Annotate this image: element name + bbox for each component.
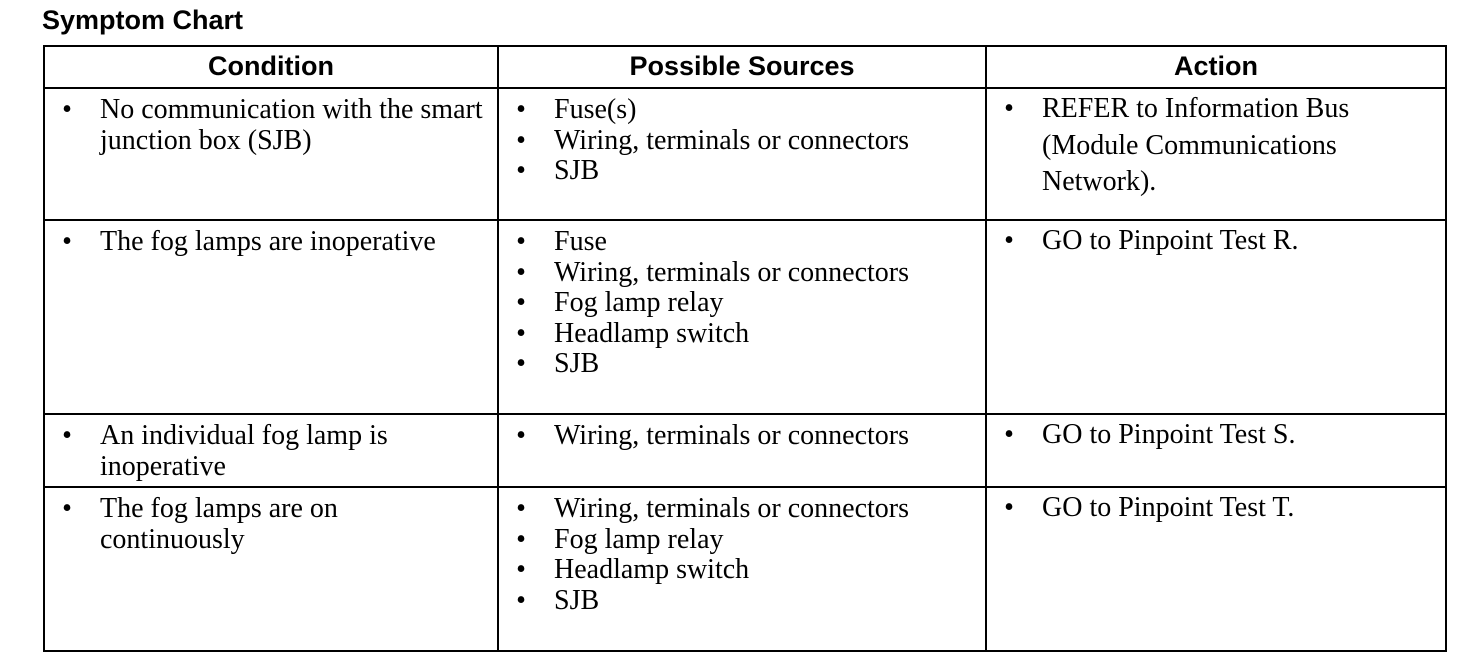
condition-cell bbox=[44, 487, 498, 651]
condition-cell bbox=[44, 88, 498, 220]
bullet-icon: • bbox=[62, 226, 72, 257]
source-text: Headlamp switch bbox=[554, 554, 750, 585]
bullet-icon: • bbox=[516, 226, 526, 257]
source-text: Fog lamp relay bbox=[554, 287, 724, 318]
list-item bbox=[499, 586, 977, 617]
list-item bbox=[987, 223, 1437, 260]
list-item bbox=[499, 227, 977, 258]
source-text: Wiring, terminals or connectors bbox=[554, 493, 909, 524]
condition-cell bbox=[44, 220, 498, 414]
action-cell bbox=[986, 220, 1446, 414]
source-text: SJB bbox=[554, 348, 600, 379]
list-item bbox=[45, 494, 489, 555]
action-cell bbox=[986, 414, 1446, 487]
bullet-icon: • bbox=[62, 420, 72, 451]
list-item bbox=[499, 555, 977, 586]
condition-text: The fog lamps are inoperative bbox=[100, 226, 436, 257]
source-text: SJB bbox=[554, 584, 600, 616]
action-cell bbox=[986, 88, 1446, 220]
table-header-row bbox=[44, 46, 1446, 88]
list-item bbox=[499, 494, 977, 525]
list-item bbox=[987, 490, 1437, 527]
bullet-icon: • bbox=[1004, 225, 1014, 256]
source-text: Fuse(s) bbox=[554, 94, 637, 125]
action-text: REFER to Information Bus (Module Communications Network). bbox=[1042, 93, 1350, 197]
bullet-icon: • bbox=[516, 420, 526, 451]
bullet-icon: • bbox=[62, 94, 72, 125]
bullet-icon: • bbox=[62, 493, 72, 524]
table-row bbox=[44, 487, 1446, 651]
list-item bbox=[499, 95, 977, 126]
action-cell bbox=[986, 487, 1446, 651]
condition-text: An individual fog lamp is inoperative bbox=[100, 420, 388, 482]
bullet-icon: • bbox=[516, 317, 526, 349]
sources-cell bbox=[498, 220, 986, 414]
condition-text: The fog lamps are on continuously bbox=[100, 493, 338, 555]
list-item bbox=[45, 95, 489, 156]
list-item bbox=[499, 126, 977, 157]
list-item bbox=[499, 525, 977, 556]
action-text: GO to Pinpoint Test T. bbox=[1042, 492, 1295, 523]
sources-cell bbox=[498, 487, 986, 651]
source-text: Fuse bbox=[554, 226, 607, 257]
source-text: SJB bbox=[554, 155, 600, 186]
bullet-icon: • bbox=[516, 348, 526, 379]
sources-cell bbox=[498, 414, 986, 487]
source-text: Fog lamp relay bbox=[554, 523, 724, 555]
bullet-icon: • bbox=[1004, 93, 1014, 124]
header-action: Action bbox=[986, 46, 1446, 88]
table-row bbox=[44, 414, 1446, 487]
bullet-icon: • bbox=[516, 493, 526, 524]
list-item bbox=[499, 421, 977, 452]
list-item bbox=[987, 91, 1437, 201]
bullet-icon: • bbox=[516, 523, 526, 555]
list-item bbox=[499, 349, 977, 380]
table-row bbox=[44, 88, 1446, 220]
condition-cell bbox=[44, 414, 498, 487]
list-item bbox=[499, 288, 977, 319]
header-condition: Condition bbox=[44, 46, 498, 88]
list-item bbox=[987, 417, 1437, 454]
source-text: Wiring, terminals or connectors bbox=[554, 420, 909, 451]
symptom-chart-table bbox=[43, 45, 1447, 652]
bullet-icon: • bbox=[516, 124, 526, 156]
source-text: Headlamp switch bbox=[554, 317, 750, 349]
table-row bbox=[44, 220, 1446, 414]
header-possible-sources: Possible Sources bbox=[498, 46, 986, 88]
source-text: Wiring, terminals or connectors bbox=[554, 124, 909, 156]
source-text: Wiring, terminals or connectors bbox=[554, 256, 909, 288]
sources-cell bbox=[498, 88, 986, 220]
list-item bbox=[499, 319, 977, 350]
list-item bbox=[499, 258, 977, 289]
bullet-icon: • bbox=[1004, 419, 1014, 450]
bullet-icon: • bbox=[1004, 492, 1014, 523]
bullet-icon: • bbox=[516, 554, 526, 585]
bullet-icon: • bbox=[516, 94, 526, 125]
bullet-icon: • bbox=[516, 256, 526, 288]
action-text: GO to Pinpoint Test R. bbox=[1042, 225, 1299, 256]
list-item bbox=[45, 227, 489, 258]
page-title: Symptom Chart bbox=[42, 5, 244, 35]
bullet-icon: • bbox=[516, 287, 526, 318]
list-item bbox=[45, 421, 489, 482]
list-item bbox=[499, 156, 977, 187]
action-text: GO to Pinpoint Test S. bbox=[1042, 419, 1296, 450]
bullet-icon: • bbox=[516, 155, 526, 186]
condition-text: No communication with the smart junction box (SJB) bbox=[100, 94, 483, 156]
bullet-icon: • bbox=[516, 584, 526, 616]
